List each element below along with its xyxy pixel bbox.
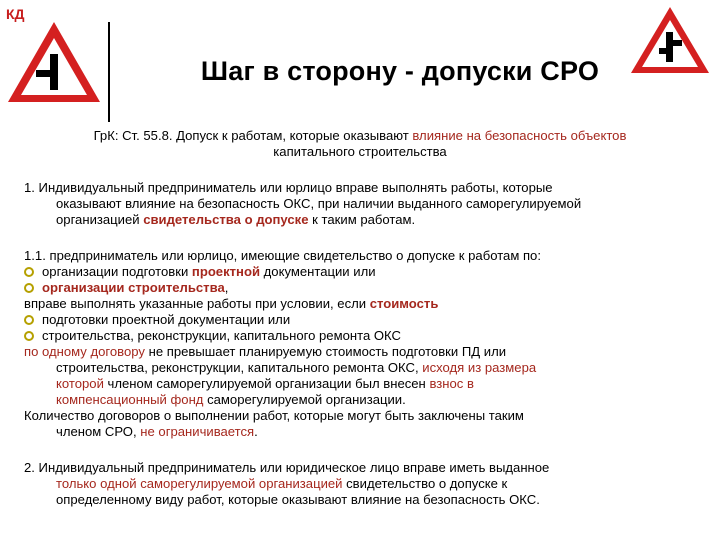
p11-line4a: вправе выполнять указанные работы при условии, если	[24, 296, 370, 311]
page-title: Шаг в сторону - допуски СРО	[200, 56, 600, 86]
legal-reference	[24, 128, 696, 160]
ref-prefix: ГрК: Ст. 55.8. Допуск к работам, которые оказывают	[93, 128, 413, 143]
p1-line3c: к таким работам.	[308, 212, 416, 227]
divider-line	[108, 22, 110, 122]
p11-line4b: стоимость	[369, 296, 439, 311]
p11-line1: 1.1. предприниматель или юрлицо, имеющие свидетельство о допуске к работам по:	[24, 248, 541, 263]
p1-line3b: свидетельства о допуске	[143, 212, 309, 227]
paragraph-2: 2. Индивидуальный предприниматель или юридическое лицо вправе иметь выданное только одной саморегулируемой организацией свидетельство о допуске к определенному виду работ, которые оказывают влияние на безопасность ОКС.	[24, 460, 696, 508]
bullet-icon	[24, 331, 34, 341]
ref-line2: капитального строительства	[273, 144, 447, 159]
p2-line3: определенному виду работ, которые оказывают влияние на безопасность ОКС.	[56, 492, 540, 507]
road-sign-side-road-left-icon	[4, 18, 104, 106]
p1-line2: оказывают влияние на безопасность ОКС, при наличии выданного саморегулируемой	[56, 196, 582, 211]
paragraph-1	[24, 180, 696, 228]
list-item: организации строительства,	[24, 280, 696, 296]
list-item: подготовки проектной документации или	[24, 312, 696, 328]
document-body	[24, 128, 696, 508]
logo: КД	[6, 6, 25, 22]
p1-line1: 1. Индивидуальный предприниматель или юрлицо вправе выполнять работы, которые	[24, 180, 553, 195]
ref-highlight: влияние на безопасность объектов	[412, 128, 627, 143]
bullet-icon	[24, 283, 34, 293]
p2-line1: 2. Индивидуальный предприниматель или юридическое лицо вправе иметь выданное	[24, 460, 550, 475]
paragraph-1-1: 1.1. предприниматель или юрлицо, имеющие свидетельство о допуске к работам по: организации подготовки проектной документации или организации строительства, вправе выполнять указанные работы при условии, если стоимость подготовки проектной документации или строительства, реконструкции, капитального ремонта ОКС по одному договору не превышает планируемую стоимость подготовки ПД или строительства, реконструкции, капитального ремонта ОКС, исходя из размера которой членом саморегулируемой организации был внесен взнос в компенсационный фонд саморегулируемой организации. Количество договоров о выполнении работ, которые могут быть заключены таким членом СРО, не ограничивается.	[24, 248, 696, 440]
bullet-icon	[24, 267, 34, 277]
list-item: организации подготовки проектной документации или	[24, 264, 696, 280]
p1-line3a: организацией	[56, 212, 144, 227]
p11-line11: Количество договоров о выполнении работ, которые могут быть заключены таким	[24, 408, 524, 423]
list-item: строительства, реконструкции, капитального ремонта ОКС	[24, 328, 696, 344]
bullet-icon	[24, 315, 34, 325]
